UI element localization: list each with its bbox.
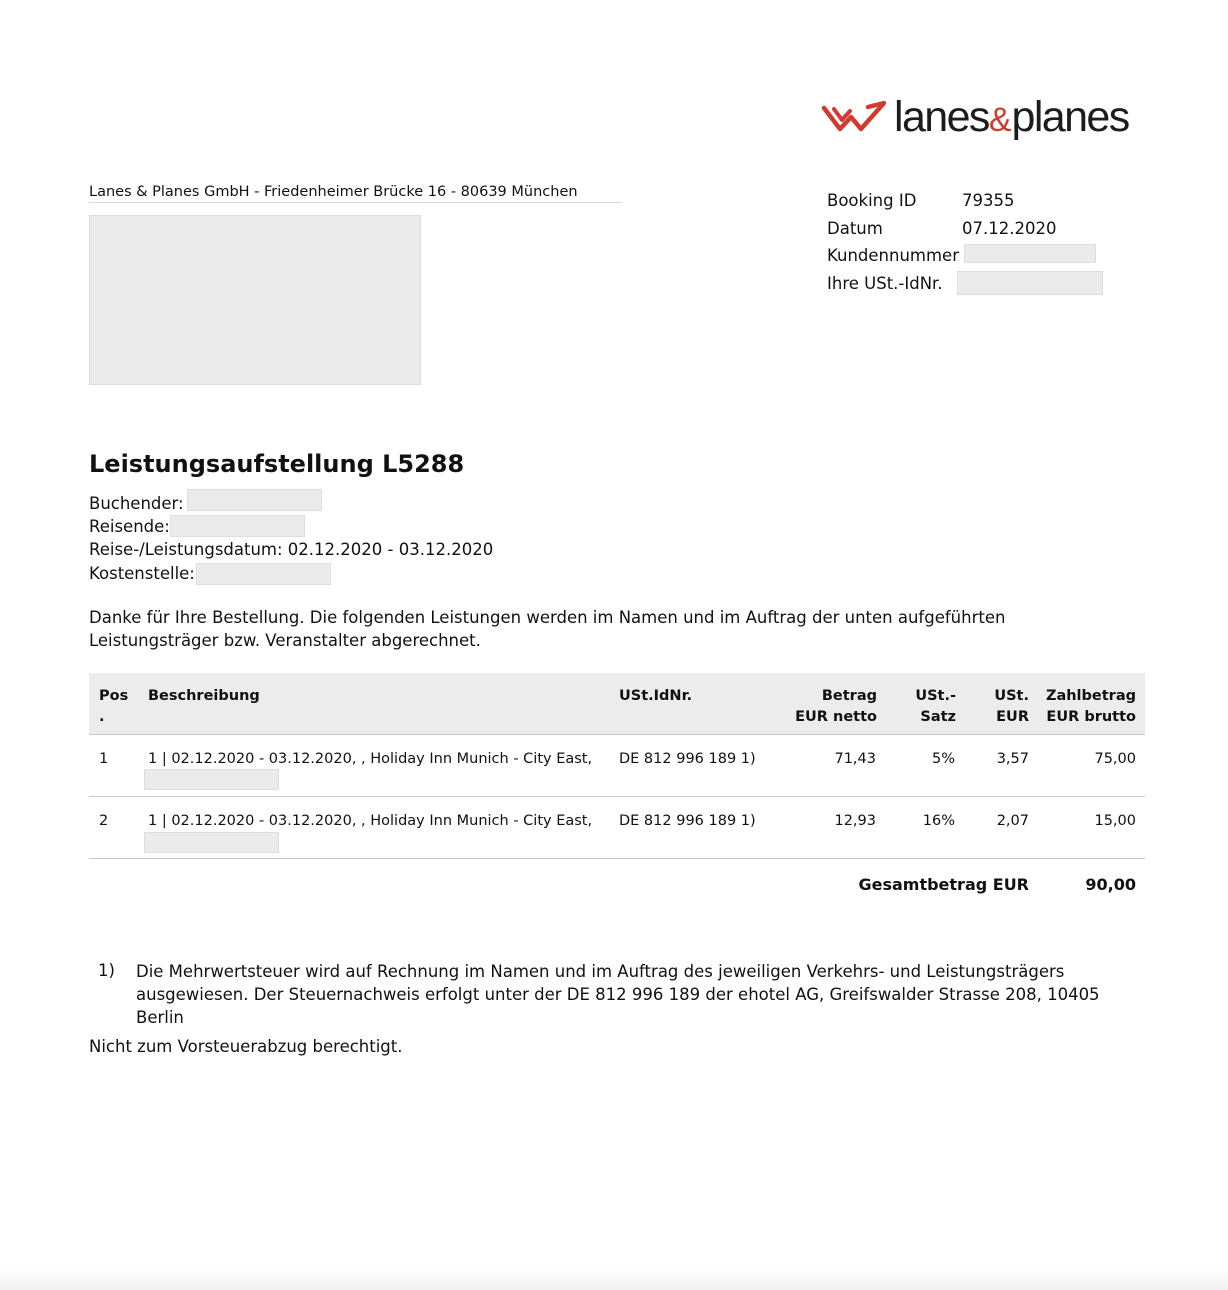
kundennummer-label: Kundennummer (827, 246, 959, 265)
logo-wordmark (894, 92, 1129, 145)
table-header-divider (89, 734, 1145, 735)
th-betrag-line2: EUR netto (795, 709, 877, 725)
footnote-text: Die Mehrwertsteuer wird auf Rechnung im Namen und im Auftrag des jeweiligen Verkehrs- und Leistungsträgers ausgewiesen. Der Steuernachweis erfolgt unter der DE 812 996 189 der ehotel AG, Greifswalder Strasse 208, 10405 Berlin (136, 962, 1100, 1027)
ust-idnr-label: Ihre USt.-IdNr. (827, 274, 943, 293)
kostenstelle-label: Kostenstelle: (89, 564, 195, 583)
row-beschreibung: 1 | 02.12.2020 - 03.12.2020, , Holiday Inn Munich - City East, (148, 813, 593, 829)
th-betrag-line1: Betrag (821, 688, 877, 704)
kostenstelle-redacted (196, 563, 331, 585)
buchender-label: Buchender: (89, 494, 184, 513)
total-label: Gesamtbetrag EUR (858, 875, 1029, 894)
th-ust-line1: USt. (994, 688, 1029, 704)
row-beschreibung-redacted (144, 832, 279, 853)
footnote-number: 1) (98, 961, 115, 980)
reisende-label: Reisende: (89, 517, 170, 536)
row-ustidnr: DE 812 996 189 1) (619, 813, 756, 829)
th-pos: Pos (99, 688, 129, 704)
sender-address-line: Lanes & Planes GmbH - Friedenheimer Brücke 16 - 80639 München (89, 183, 622, 203)
row-beschreibung: 1 | 02.12.2020 - 03.12.2020, , Holiday Inn Munich - City East, (148, 751, 593, 767)
th-ust-eur (994, 686, 1029, 728)
kundennummer-redacted (964, 244, 1096, 263)
table-header (89, 673, 1145, 734)
document-title: Leistungsaufstellung L5288 (89, 450, 465, 478)
row-ust: 3,57 (996, 751, 1029, 767)
row-pos: 2 (99, 813, 109, 829)
row-brutto: 15,00 (1094, 813, 1136, 829)
th-zahlbetrag (1046, 686, 1136, 728)
company-logo (820, 92, 1150, 142)
logo-ampersand: & (988, 101, 1012, 139)
datum-value: 07.12.2020 (962, 219, 1057, 238)
leistungsdatum-line: Reise-/Leistungsdatum: 02.12.2020 - 03.12.2020 (89, 540, 494, 559)
row-satz: 16% (922, 813, 955, 829)
row-brutto: 75,00 (1094, 751, 1136, 767)
th-betrag-netto (795, 686, 877, 728)
booking-id-label: Booking ID (827, 191, 917, 210)
th-satz-line2: Satz (920, 709, 956, 725)
row-satz: 5% (931, 751, 955, 767)
page-bottom-edge (0, 1268, 1228, 1290)
booking-id-value: 79355 (962, 191, 1015, 210)
logo-word-planes: planes (1011, 93, 1129, 141)
row-netto: 12,93 (834, 813, 876, 829)
vorsteuer-note: Nicht zum Vorsteuerabzug berechtigt. (89, 1037, 403, 1056)
th-beschreibung: Beschreibung (148, 688, 260, 704)
row-beschreibung-redacted (144, 769, 279, 790)
table-bottom-divider (89, 858, 1145, 859)
ust-idnr-redacted (957, 271, 1103, 295)
th-zahl-line2: EUR brutto (1046, 709, 1136, 725)
th-satz-line1: USt.- (915, 688, 956, 704)
row-ustidnr: DE 812 996 189 1) (619, 751, 756, 767)
row-pos: 1 (99, 751, 109, 767)
th-pos-dot: . (99, 709, 105, 725)
logo-word-lanes: lanes (894, 93, 989, 141)
reisende-redacted (170, 515, 305, 537)
total-value: 90,00 (1085, 875, 1136, 894)
th-zahl-line1: Zahlbetrag (1045, 688, 1136, 704)
row-netto: 71,43 (834, 751, 876, 767)
intro-text: Danke für Ihre Bestellung. Die folgenden Leistungen werden im Namen und im Auftrag der unten aufgeführten Leistungsträger bzw. Veranstalter abgerechnet. (89, 608, 1006, 650)
buchender-redacted (187, 489, 322, 511)
th-ust-line2: EUR (996, 709, 1029, 725)
th-ustidnr: USt.IdNr. (619, 688, 693, 704)
recipient-address-redacted (89, 215, 421, 385)
th-ust-satz (915, 686, 956, 728)
datum-label: Datum (827, 219, 883, 238)
row-ust: 2,07 (996, 813, 1029, 829)
logo-plane-icon (820, 96, 890, 136)
row-divider (89, 796, 1145, 797)
